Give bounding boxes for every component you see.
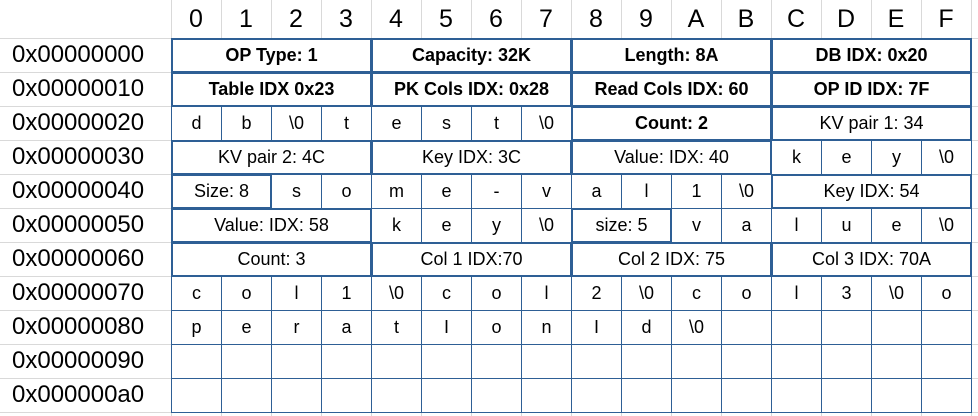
merged-cell[interactable]: KV pair 2: 4C [171, 140, 372, 175]
column-header[interactable]: 3 [339, 4, 353, 33]
byte-cell[interactable] [771, 344, 822, 379]
row-header[interactable]: 0x000000a0 [12, 381, 145, 408]
byte-cell[interactable]: v [671, 208, 722, 243]
byte-cell[interactable]: o [321, 174, 372, 209]
byte-cell[interactable]: \0 [921, 140, 972, 175]
byte-cell[interactable]: e [371, 106, 422, 141]
byte-cell[interactable]: e [421, 208, 472, 243]
row-header[interactable]: 0x00000080 [12, 313, 145, 340]
column-header[interactable]: 6 [489, 4, 503, 33]
byte-cell[interactable]: o [721, 276, 772, 311]
row-header[interactable]: 0x00000020 [12, 109, 145, 136]
byte-cell[interactable]: \0 [671, 310, 722, 345]
merged-cell[interactable]: Count: 2 [571, 106, 772, 141]
row-header[interactable]: 0x00000030 [12, 143, 145, 170]
column-header[interactable]: 7 [539, 4, 553, 33]
byte-cell[interactable] [871, 378, 922, 413]
byte-cell[interactable]: d [171, 106, 222, 141]
byte-cell[interactable]: e [221, 310, 272, 345]
merged-cell[interactable]: Table IDX 0x23 [171, 72, 372, 107]
byte-cell[interactable]: y [871, 140, 922, 175]
byte-cell[interactable] [721, 378, 772, 413]
byte-cell[interactable] [771, 378, 822, 413]
byte-cell[interactable]: s [271, 174, 322, 209]
byte-cell[interactable] [271, 344, 322, 379]
byte-cell[interactable] [171, 378, 222, 413]
merged-cell[interactable]: Capacity: 32K [371, 38, 572, 73]
byte-cell[interactable] [821, 378, 872, 413]
byte-cell[interactable] [671, 378, 722, 413]
merged-cell[interactable]: KV pair 1: 34 [771, 106, 972, 141]
byte-cell[interactable]: t [371, 310, 422, 345]
byte-cell[interactable]: r [271, 310, 322, 345]
merged-cell[interactable]: Key IDX: 54 [771, 174, 972, 209]
byte-cell[interactable]: e [421, 174, 472, 209]
byte-cell[interactable]: p [171, 310, 222, 345]
byte-cell[interactable] [871, 310, 922, 345]
byte-cell[interactable]: k [371, 208, 422, 243]
byte-cell[interactable]: e [871, 208, 922, 243]
byte-cell[interactable]: 1 [671, 174, 722, 209]
byte-cell[interactable] [471, 378, 522, 413]
merged-cell[interactable]: OP ID IDX: 7F [771, 72, 972, 107]
row-header[interactable]: 0x00000010 [12, 75, 145, 102]
byte-cell[interactable]: c [421, 276, 472, 311]
row-header[interactable]: 0x00000040 [12, 177, 145, 204]
row-header[interactable]: 0x00000060 [12, 245, 145, 272]
byte-cell[interactable] [721, 344, 772, 379]
byte-cell[interactable]: t [321, 106, 372, 141]
byte-cell[interactable] [621, 344, 672, 379]
byte-cell[interactable]: \0 [921, 208, 972, 243]
byte-cell[interactable]: c [171, 276, 222, 311]
merged-cell[interactable]: PK Cols IDX: 0x28 [371, 72, 572, 107]
byte-cell[interactable]: \0 [521, 106, 572, 141]
byte-cell[interactable]: b [221, 106, 272, 141]
merged-cell[interactable]: Col 3 IDX: 70A [771, 242, 972, 277]
column-header[interactable]: 5 [439, 4, 453, 33]
row-header[interactable]: 0x00000000 [12, 41, 145, 68]
byte-cell[interactable]: c [671, 276, 722, 311]
byte-cell[interactable] [871, 344, 922, 379]
column-header[interactable]: F [938, 4, 954, 33]
byte-cell[interactable]: t [471, 106, 522, 141]
byte-cell[interactable]: l [271, 276, 322, 311]
merged-cell[interactable]: OP Type: 1 [171, 38, 372, 73]
byte-cell[interactable] [721, 310, 772, 345]
byte-cell[interactable]: 3 [821, 276, 872, 311]
merged-cell[interactable]: Length: 8A [571, 38, 772, 73]
byte-cell[interactable]: a [571, 174, 622, 209]
byte-cell[interactable]: \0 [371, 276, 422, 311]
byte-cell[interactable]: 1 [321, 276, 372, 311]
byte-cell[interactable] [171, 344, 222, 379]
merged-cell[interactable]: Key IDX: 3C [371, 140, 572, 175]
byte-cell[interactable] [471, 344, 522, 379]
merged-cell[interactable]: DB IDX: 0x20 [771, 38, 972, 73]
byte-cell[interactable]: d [621, 310, 672, 345]
byte-cell[interactable] [921, 310, 972, 345]
column-header[interactable]: D [836, 4, 856, 33]
byte-cell[interactable] [371, 344, 422, 379]
row-header[interactable]: 0x00000090 [12, 347, 145, 374]
merged-cell[interactable]: Read Cols IDX: 60 [571, 72, 772, 107]
byte-cell[interactable]: s [421, 106, 472, 141]
byte-cell[interactable]: \0 [621, 276, 672, 311]
column-header[interactable]: 4 [389, 4, 403, 33]
byte-cell[interactable] [221, 378, 272, 413]
merged-cell[interactable]: Size: 8 [171, 174, 272, 209]
byte-cell[interactable] [221, 344, 272, 379]
byte-cell[interactable] [421, 378, 472, 413]
column-header[interactable]: A [687, 4, 705, 33]
byte-cell[interactable]: e [821, 140, 872, 175]
byte-cell[interactable]: I [421, 310, 472, 345]
byte-cell[interactable] [321, 344, 372, 379]
byte-cell[interactable]: l [521, 276, 572, 311]
column-header[interactable]: B [737, 4, 755, 33]
byte-cell[interactable]: \0 [721, 174, 772, 209]
byte-cell[interactable] [521, 344, 572, 379]
byte-cell[interactable]: v [521, 174, 572, 209]
merged-cell[interactable]: Col 2 IDX: 75 [571, 242, 772, 277]
row-header[interactable]: 0x00000050 [12, 211, 145, 238]
byte-cell[interactable] [521, 378, 572, 413]
byte-cell[interactable] [921, 378, 972, 413]
column-header[interactable]: 9 [639, 4, 653, 33]
byte-cell[interactable]: o [921, 276, 972, 311]
byte-cell[interactable]: n [521, 310, 572, 345]
byte-cell[interactable]: y [471, 208, 522, 243]
byte-cell[interactable]: - [471, 174, 522, 209]
byte-cell[interactable]: o [471, 276, 522, 311]
merged-cell[interactable]: Value: IDX: 40 [571, 140, 772, 175]
merged-cell[interactable]: Col 1 IDX:70 [371, 242, 572, 277]
column-header[interactable]: 2 [289, 4, 303, 33]
column-header[interactable]: C [786, 4, 806, 33]
byte-cell[interactable]: o [471, 310, 522, 345]
byte-cell[interactable] [421, 344, 472, 379]
byte-cell[interactable] [321, 378, 372, 413]
byte-cell[interactable]: \0 [271, 106, 322, 141]
byte-cell[interactable] [371, 378, 422, 413]
byte-cell[interactable]: m [371, 174, 422, 209]
byte-cell[interactable]: I [571, 310, 622, 345]
byte-cell[interactable]: u [821, 208, 872, 243]
merged-cell[interactable]: size: 5 [571, 208, 672, 243]
byte-cell[interactable]: l [771, 276, 822, 311]
column-header[interactable]: 0 [189, 4, 203, 33]
byte-cell[interactable] [671, 344, 722, 379]
byte-cell[interactable] [771, 310, 822, 345]
byte-cell[interactable]: o [221, 276, 272, 311]
row-header[interactable]: 0x00000070 [12, 279, 145, 306]
byte-cell[interactable]: \0 [871, 276, 922, 311]
column-header[interactable]: 8 [589, 4, 603, 33]
column-header[interactable]: 1 [239, 4, 253, 33]
byte-cell[interactable]: l [771, 208, 822, 243]
byte-cell[interactable] [571, 378, 622, 413]
byte-cell[interactable]: a [321, 310, 372, 345]
byte-cell[interactable] [571, 344, 622, 379]
byte-cell[interactable]: \0 [521, 208, 572, 243]
byte-cell[interactable]: k [771, 140, 822, 175]
byte-cell[interactable] [921, 344, 972, 379]
merged-cell[interactable]: Count: 3 [171, 242, 372, 277]
merged-cell[interactable]: Value: IDX: 58 [171, 208, 372, 243]
byte-cell[interactable] [621, 378, 672, 413]
byte-cell[interactable]: l [621, 174, 672, 209]
byte-cell[interactable] [271, 378, 322, 413]
byte-cell[interactable]: 2 [571, 276, 622, 311]
column-header[interactable]: E [887, 4, 905, 33]
byte-cell[interactable]: a [721, 208, 772, 243]
byte-cell[interactable] [821, 310, 872, 345]
byte-cell[interactable] [821, 344, 872, 379]
